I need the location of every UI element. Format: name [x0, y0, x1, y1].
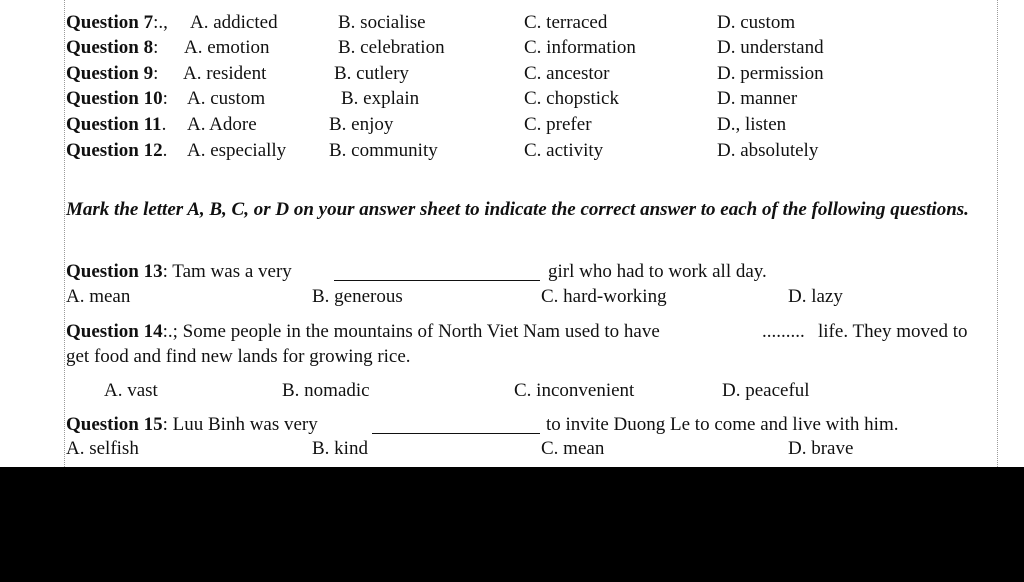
option-d: D., listen — [717, 114, 787, 135]
option-b: B. community — [329, 140, 438, 161]
option-c: C. mean — [541, 438, 605, 459]
option-c: C. activity — [524, 140, 604, 161]
option-b: B. explain — [341, 88, 420, 109]
question-label: Question 10: — [66, 88, 168, 109]
option-d: D. custom — [717, 12, 796, 33]
option-a: A. vast — [104, 380, 158, 401]
option-d: D. understand — [717, 37, 824, 58]
option-a: A. Adore — [187, 114, 257, 135]
question-label: Question 8: — [66, 37, 159, 58]
answer-blank — [372, 417, 540, 434]
question-label: Question 9: — [66, 63, 159, 84]
question-row-7 — [0, 11, 1024, 35]
question-label: Question 12. — [66, 140, 168, 161]
option-c: C. hard-working — [541, 286, 667, 307]
question-label: Question 11. — [66, 114, 167, 135]
question-13-text: Question 13: Tam was a very — [66, 261, 292, 282]
option-d: D. permission — [717, 63, 824, 84]
black-bottom-bar — [0, 467, 1024, 582]
question-row-11 — [0, 113, 1024, 137]
question-row-10 — [0, 87, 1024, 111]
option-a: A. selfish — [66, 438, 139, 459]
question-row-9 — [0, 62, 1024, 86]
question-row-8 — [0, 36, 1024, 60]
question-13-options — [0, 285, 1024, 309]
option-c: C. prefer — [524, 114, 592, 135]
option-a: A. mean — [66, 286, 131, 307]
option-c: C. inconvenient — [514, 380, 635, 401]
question-label: Question 7:., — [66, 12, 168, 33]
option-d: D. peaceful — [722, 380, 810, 401]
option-c: C. ancestor — [524, 63, 610, 84]
question-14-stem — [0, 320, 1024, 344]
option-b: B. generous — [312, 286, 403, 307]
option-b: B. nomadic — [282, 380, 370, 401]
option-a: A. custom — [187, 88, 266, 109]
option-c: C. chopstick — [524, 88, 619, 109]
option-a: A. especially — [187, 140, 287, 161]
option-d: D. lazy — [788, 286, 843, 307]
section-instruction: Mark the letter A, B, C, or D on your answer sheet to indicate the correct answer to each of the following questions. — [66, 199, 969, 220]
question-15-text: Question 15: Luu Binh was very — [66, 414, 318, 435]
question-row-12 — [0, 139, 1024, 163]
option-a: A. resident — [183, 63, 267, 84]
question-13-stem — [0, 260, 1024, 284]
question-15-text-end: to invite Duong Le to come and live with him. — [546, 414, 899, 435]
option-b: B. kind — [312, 438, 368, 459]
question-14-options — [0, 379, 1024, 403]
option-d: D. absolutely — [717, 140, 819, 161]
option-a: A. addicted — [190, 12, 278, 33]
option-c: C. terraced — [524, 12, 608, 33]
option-b: B. socialise — [338, 12, 426, 33]
question-14-text-line2: get food and find new lands for growing rice. — [66, 346, 411, 367]
answer-blank — [334, 264, 540, 281]
option-b: B. cutlery — [334, 63, 409, 84]
question-15-options — [0, 437, 1024, 461]
question-14-stem-line2 — [0, 345, 1024, 369]
question-14-text-end: life. They moved to — [818, 321, 968, 342]
question-15-stem — [0, 413, 1024, 437]
option-d: D. manner — [717, 88, 798, 109]
option-d: D. brave — [788, 438, 854, 459]
question-14-text: Question 14:.; Some people in the mountains of North Viet Nam used to have — [66, 321, 660, 342]
option-b: B. enjoy — [329, 114, 394, 135]
option-a: A. emotion — [184, 37, 270, 58]
option-b: B. celebration — [338, 37, 445, 58]
option-c: C. information — [524, 37, 636, 58]
answer-dots: ......... — [762, 321, 805, 342]
question-13-text-end: girl who had to work all day. — [548, 261, 767, 282]
